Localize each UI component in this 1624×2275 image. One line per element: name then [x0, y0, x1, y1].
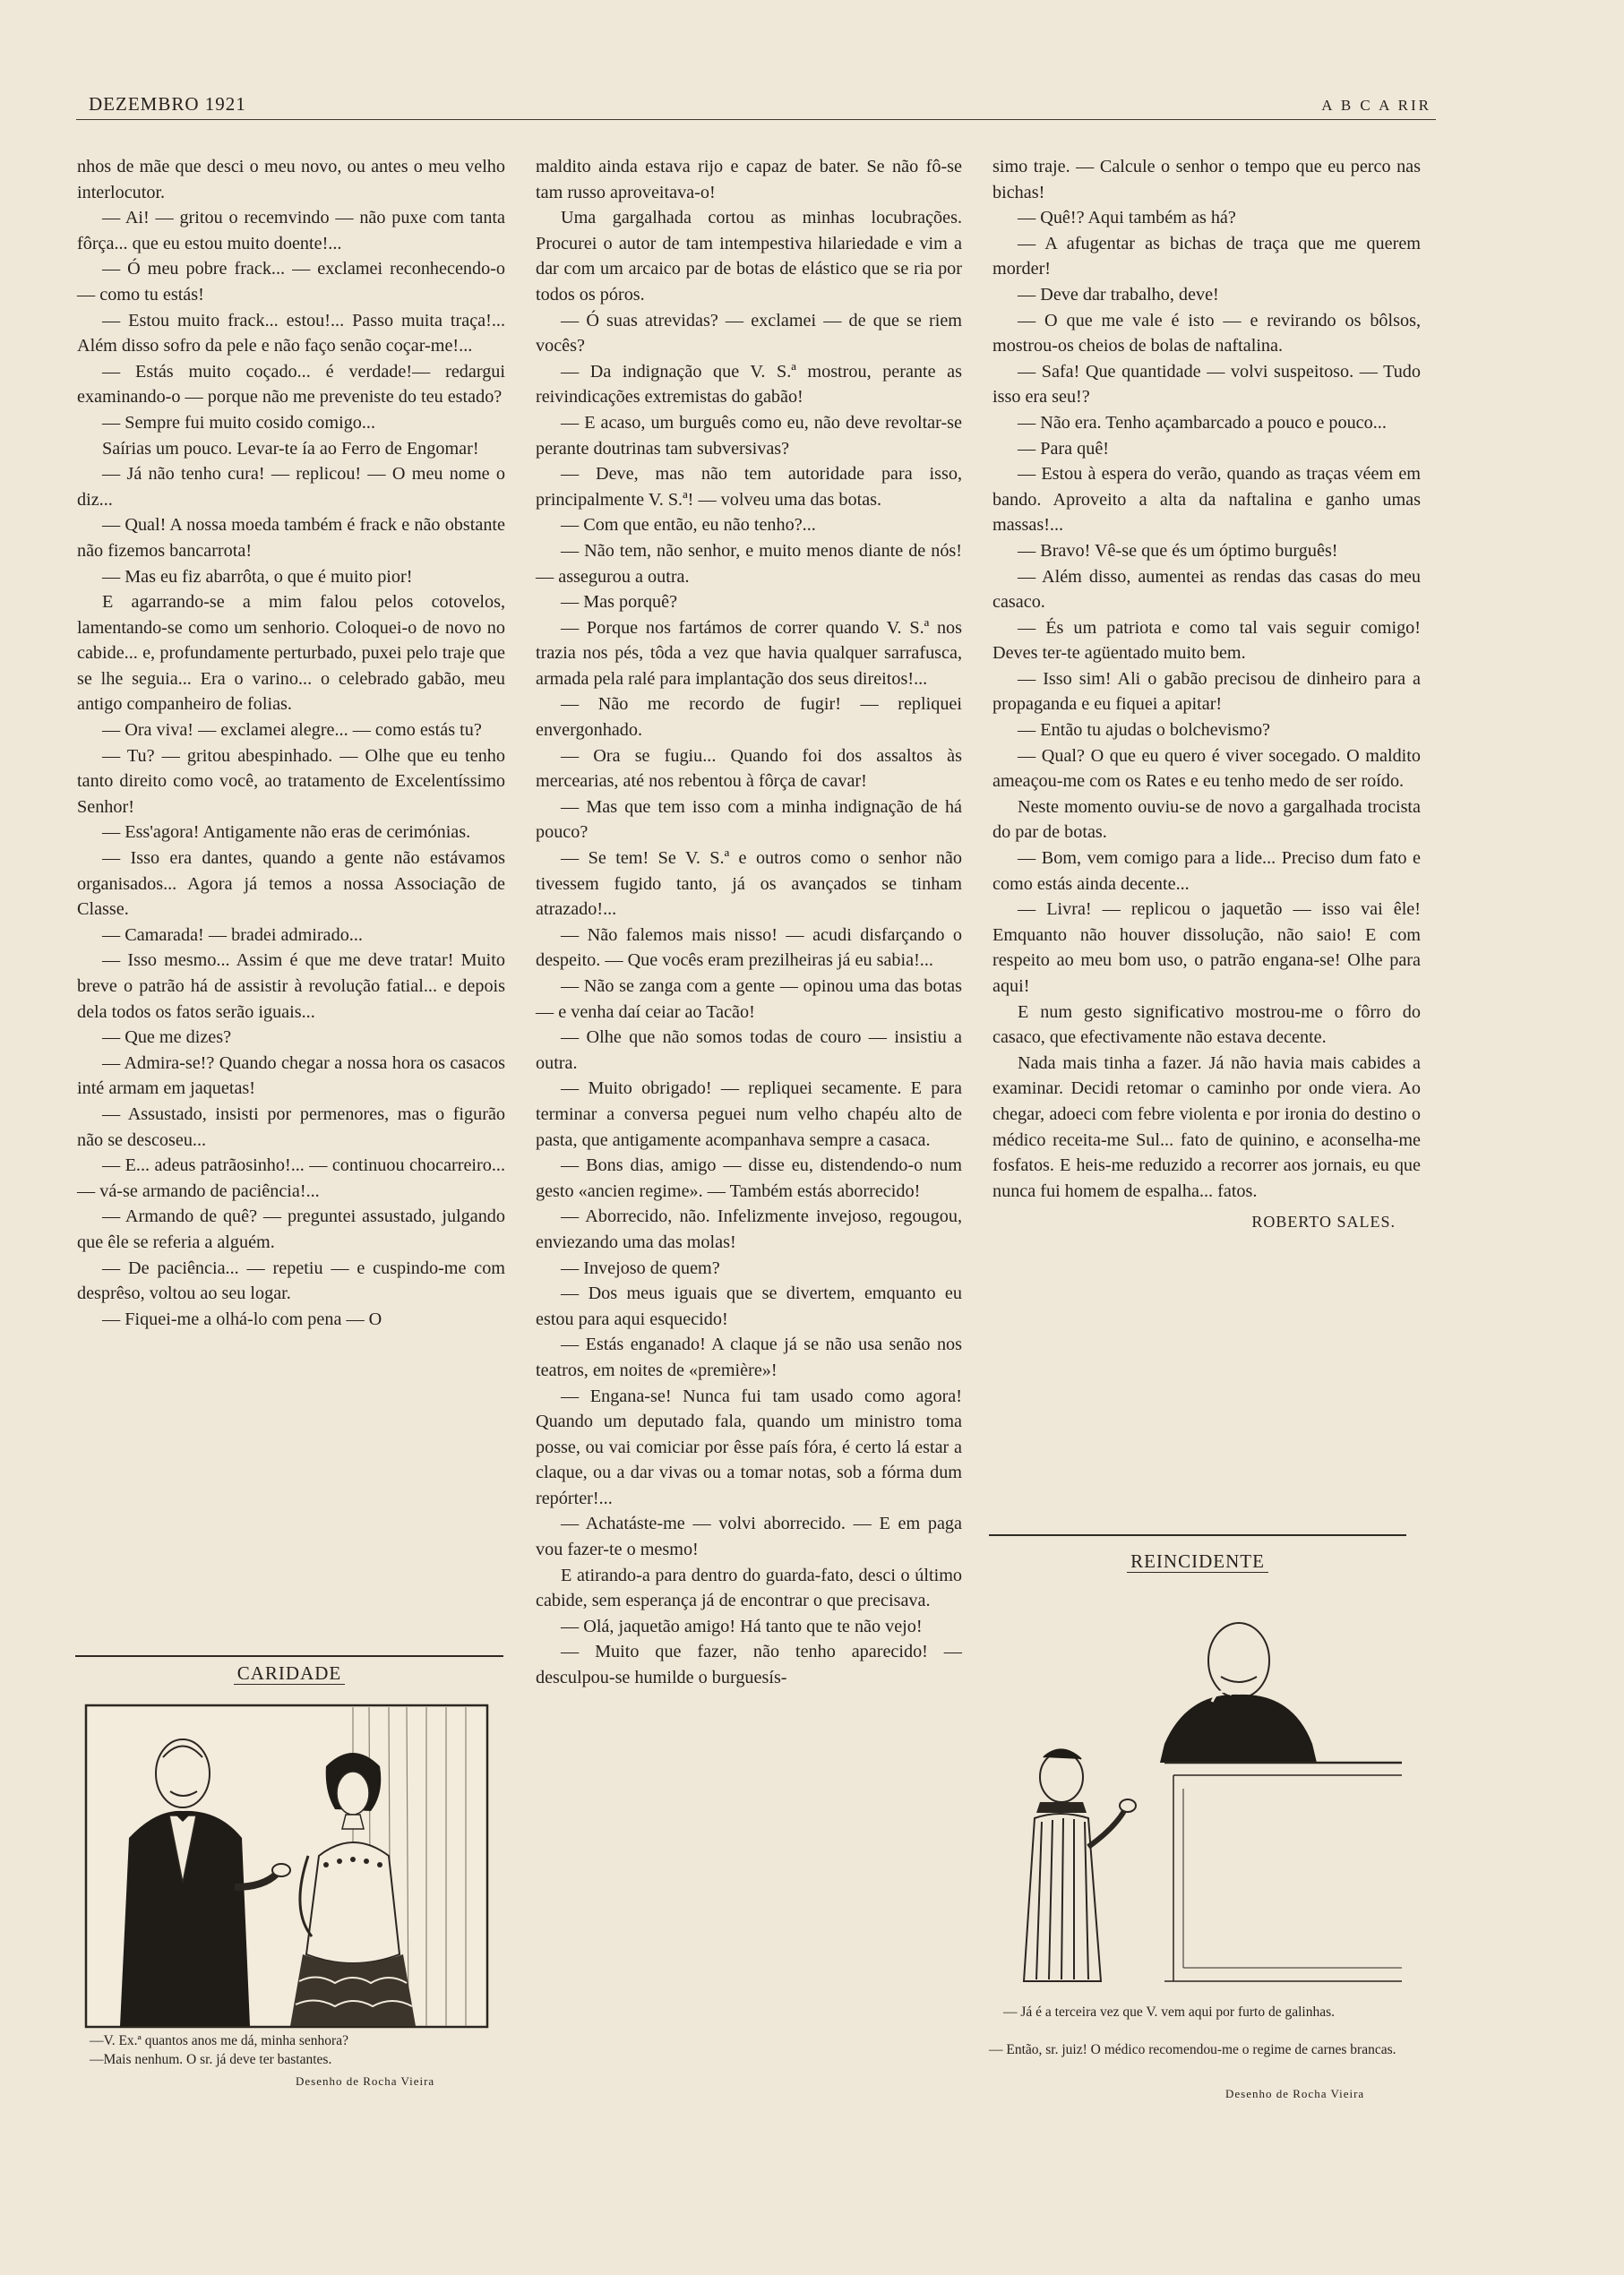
reincidente-credit: Desenho de Rocha Vieira	[1225, 2087, 1365, 2100]
paragraph: — Para quê!	[1018, 438, 1110, 459]
paragraph: — És um patriota e como tal vais seguir comigo! Deves ter-te agüentado muito bem.	[992, 617, 1421, 664]
paragraph: E agarrando-se a mim falou pelos cotovelos, lamentando-se como um senhorio. Coloquei-o de novo no cabide... e, profundamente perturbado, puxei pelo traje que se lhe seguia... Era o varino... o celebrado gabão, meu antigo companheiro de folias.	[77, 592, 505, 715]
paragraph: — Olhe que não somos todas de couro — insistiu a outra.	[536, 1027, 962, 1073]
paragraph: E atirando-a para dentro do guarda-fato, desci o último cabide, sem esperança já de encontrar o que precisava.	[536, 1565, 962, 1611]
paragraph: — Não me recordo de fugir! — repliquei envergonhado.	[536, 694, 962, 741]
paragraph: — O que me vale é isto — e revirando os bôlsos, mostrou-os cheios de bolas de naftalina.	[992, 310, 1421, 356]
paragraph: maldito ainda estava rijo e capaz de bater. Se não fô-se tam russo aproveitava-o!	[536, 157, 962, 202]
caridade-illustration	[84, 1704, 489, 2029]
paragraph: — Ai! — gritou o recemvindo — não puxe com tanta fôrça... que eu estou muito doente!...	[77, 208, 505, 253]
paragraph: — Aborrecido, não. Infelizmente invejoso, regougou, enviezando uma das molas!	[536, 1206, 962, 1252]
page-header	[76, 90, 1436, 120]
paragraph: — Da indignação que V. S.ª mostrou, perante as reivindicações extremistas do gabão!	[536, 361, 962, 408]
issue-date: DEZEMBRO 1921	[89, 93, 246, 115]
paragraph: — Achatáste-me — volvi aborrecido. — E em paga vou fazer-te o mesmo!	[536, 1514, 962, 1560]
paragraph: — Estás muito coçado... é verdade!— redargui examinando-o — porque não me preveniste do teu estado?	[77, 361, 505, 408]
paragraph: — Mas porquê?	[561, 592, 678, 613]
paragraph: — Sempre fui muito cosido comigo...	[102, 412, 376, 433]
paragraph: — Estou muito frack... estou!... Passo muita traça!... Além disso sofro da pele e não faço senão coçar-me!...	[77, 310, 505, 356]
paragraph: — Mas que tem isso com a minha indignação de há pouco?	[536, 796, 962, 843]
header-rule	[76, 119, 1436, 120]
paragraph: — Tu? — gritou abespinhado. — Olhe que eu tenho tanto direito como você, ao tratamento de Excelentíssimo Senhor!	[77, 745, 505, 817]
paragraph: — Isso sim! Ali o gabão precisou de dinheiro para a propaganda e eu fiquei a apitar!	[992, 668, 1421, 715]
paragraph: — E... adeus patrãosinho!... — continuou chocarreiro... — vá-se armando de paciência!...	[77, 1155, 505, 1201]
caridade-title: CARIDADE	[75, 1662, 503, 1685]
paragraph: — Dos meus iguais que se divertem, emquanto eu estou para aqui esquecido!	[536, 1283, 962, 1329]
paragraph: — Invejoso de quem?	[561, 1258, 720, 1278]
paragraph: — Admira-se!? Quando chegar a nossa hora os casacos inté armam em jaquetas!	[77, 1052, 505, 1099]
publication-name: A B C A RIR	[1321, 97, 1431, 114]
reincidente-caption-2: — Então, sr. juiz! O médico recomendou-me o regime de carnes brancas.	[989, 2042, 1396, 2057]
paragraph: — Muito que fazer, não tenho aparecido! — desculpou-se humilde o burguesís-	[536, 1642, 962, 1688]
section-rule	[75, 1655, 503, 1657]
paragraph: — Isso era dantes, quando a gente não estávamos organisados... Agora já temos a nossa Associação de Classe.	[77, 848, 505, 920]
paragraph: — Qual? O que eu quero é viver socegado. O maldito ameaçou-me com os Rates e eu tenho medo de ser roído.	[992, 745, 1421, 792]
paragraph: — Ora viva! — exclamei alegre... — como estás tu?	[102, 720, 482, 741]
paragraph: nhos de mãe que desci o meu novo, ou antes o meu velho interlocutor.	[77, 157, 505, 202]
caridade-credit: Desenho de Rocha Vieira	[296, 2074, 435, 2088]
column-1	[77, 154, 505, 1332]
paragraph: — Bom, vem comigo para a lide... Preciso dum fato e como estás ainda decente...	[992, 848, 1421, 894]
paragraph: Neste momento ouviu-se de novo a gargalhada trocista do par de botas.	[992, 796, 1421, 843]
paragraph: — Então tu ajudas o bolchevismo?	[1018, 720, 1271, 741]
paragraph: — Se tem! Se V. S.ª e outros como o senhor não tivessem fugido tanto, já os avançados se tinham atrazado!...	[536, 848, 962, 920]
paragraph: — Ó suas atrevidas? — exclamei — de que se riem vocês?	[536, 310, 962, 356]
paragraph: Uma gargalhada cortou as minhas locubrações. Procurei o autor de tam intempestiva hilariedade e vim a dar com um arcaico par de botas de elástico que se ria por todos os póros.	[536, 208, 962, 305]
paragraph: — Fiquei-me a olhá-lo com pena — O	[102, 1309, 382, 1329]
reincidente-caption-1: — Já é a terceira vez que V. vem aqui por furto de galinhas.	[1003, 2005, 1336, 2020]
column-2	[536, 154, 962, 1691]
paragraph: — Armando de quê? — preguntei assustado, julgando que êle se referia a alguém.	[77, 1206, 505, 1252]
paragraph: — Deve dar trabalho, deve!	[1018, 284, 1219, 305]
paragraph: — Não tem, não senhor, e muito menos diante de nós! — assegurou a outra.	[536, 540, 962, 587]
paragraph: Nada mais tinha a fazer. Já não havia mais cabides a examinar. Decidi retomar o caminho por onde viera. Ao chegar, adoeci com febre violenta e por ironia do destino o médico receita-me Sul... fato de quinino, e aconselha-me fosfatos. E heis-me reduzido a recorrer aos jornais, eu que nunca fui homem de espalha... fatos.	[992, 1052, 1421, 1201]
paragraph: simo traje. — Calcule o senhor o tempo que eu perco nas bichas!	[992, 157, 1421, 202]
paragraph: E num gesto significativo mostrou-me o fôrro do casaco, que efectivamente não estava decente.	[992, 1001, 1421, 1048]
paragraph: — Ó meu pobre frack... — exclamei reconhecendo-o — como tu estás!	[77, 259, 505, 305]
reincidente-illustration	[1008, 1587, 1402, 1997]
paragraph: — Mas eu fiz abarrôta, o que é muito pior!	[102, 566, 413, 587]
paragraph: — Não era. Tenho açambarcado a pouco e pouco...	[1018, 412, 1387, 433]
paragraph: — Bravo! Vê-se que és um óptimo burguês!	[1018, 540, 1338, 561]
paragraph: — E acaso, um burguês como eu, não deve revoltar-se perante doutrinas tam subversivas?	[536, 412, 962, 459]
paragraph: — Camarada! — bradei admirado...	[102, 924, 363, 945]
paragraph: — Não se zanga com a gente — opinou uma das botas — e venha daí ceiar ao Tacão!	[536, 976, 962, 1022]
column-3	[992, 154, 1421, 1235]
paragraph: — Porque nos fartámos de correr quando V. S.ª nos trazia nos pés, tôda a vez que havia qualquer sarrafusca, armada pela ralé para implantação dos seus direitos!...	[536, 617, 962, 689]
paragraph: — Bons dias, amigo — disse eu, distendendo-o num gesto «ancien regime». — Também estás aborrecido!	[536, 1155, 962, 1201]
paragraph: — Isso mesmo... Assim é que me deve tratar! Muito breve o patrão há de assistir à revolução fatial... e depois dela todos os fatos serão iguais...	[77, 950, 505, 1022]
paragraph: Saírias um pouco. Levar-te ía ao Ferro de Engomar!	[102, 438, 479, 459]
paragraph: — Deve, mas não tem autoridade para isso, principalmente V. S.ª! — volveu uma das botas.	[536, 464, 962, 510]
paragraph: — Não falemos mais nisso! — acudi disfarçando o despeito. — Que vocês eram prezilheiras já eu sabia!...	[536, 924, 962, 971]
paragraph: — Qual! A nossa moeda também é frack e não obstante não fizemos bancarrota!	[77, 515, 505, 561]
paragraph: — Ora se fugiu... Quando foi dos assaltos às mercearias, até nos rebentou à fôrça de cavar!	[536, 745, 962, 792]
paragraph: — Safa! Que quantidade — volvi suspeitoso. — Tudo isso era seu!?	[992, 361, 1421, 408]
paragraph: — Engana-se! Nunca fui tam usado como agora! Quando um deputado fala, quando um ministro toma posse, ou vai comiciar por êsse país fóra, é certo lá estar a claque, ou a dar vivas ou a tomar notas, sob a fórma dum repórter!...	[536, 1386, 962, 1508]
paragraph: — Com que então, eu não tenho?...	[561, 515, 816, 536]
paragraph: — Além disso, aumentei as rendas das casas do meu casaco.	[992, 566, 1421, 613]
paragraph: — Quê!? Aqui também as há?	[1018, 208, 1236, 228]
paragraph: — Muito obrigado! — repliquei secamente. E para terminar a conversa peguei num velho chapéu alto de pasta, que antigamente acompanhava sempre a casaca.	[536, 1078, 962, 1150]
caridade-caption-1: —V. Ex.ª quantos anos me dá, minha senhora?	[90, 2033, 348, 2048]
paragraph: — Assustado, insisti por permenores, mas o figurão não se descoseu...	[77, 1103, 505, 1150]
author-signature: ROBERTO SALES.	[1251, 1213, 1396, 1232]
paragraph: — Olá, jaquetão amigo! Há tanto que te não vejo!	[561, 1616, 923, 1636]
reincidente-title: REINCIDENTE	[989, 1550, 1406, 1573]
paragraph: — De paciência... — repetiu — e cuspindo-me com desprêso, voltou ao seu logar.	[77, 1258, 505, 1304]
paragraph: — A afugentar as bichas de traça que me querem morder!	[992, 233, 1421, 279]
paragraph: — Estás enganado! A claque já se não usa senão nos teatros, em noites de «première»!	[536, 1335, 962, 1380]
paragraph: — Ess'agora! Antigamente não eras de cerimónias.	[102, 822, 471, 843]
caridade-caption-2: —Mais nenhum. O sr. já deve ter bastantes.	[90, 2052, 332, 2067]
paragraph: — Já não tenho cura! — replicou! — O meu nome o diz...	[77, 464, 505, 510]
paragraph: — Que me dizes?	[102, 1027, 232, 1048]
paragraph: — Livra! — replicou o jaquetão — isso vai êle! Emquanto não houver dissolução, não saio! E com respeito ao meu bom uso, o patrão engana-se! Olhe para aqui!	[992, 899, 1421, 996]
paragraph: — Estou à espera do verão, quando as traças véem em bando. Aproveito a alta da naftalina e ganho umas massas!...	[992, 464, 1421, 536]
section-rule	[989, 1534, 1406, 1536]
